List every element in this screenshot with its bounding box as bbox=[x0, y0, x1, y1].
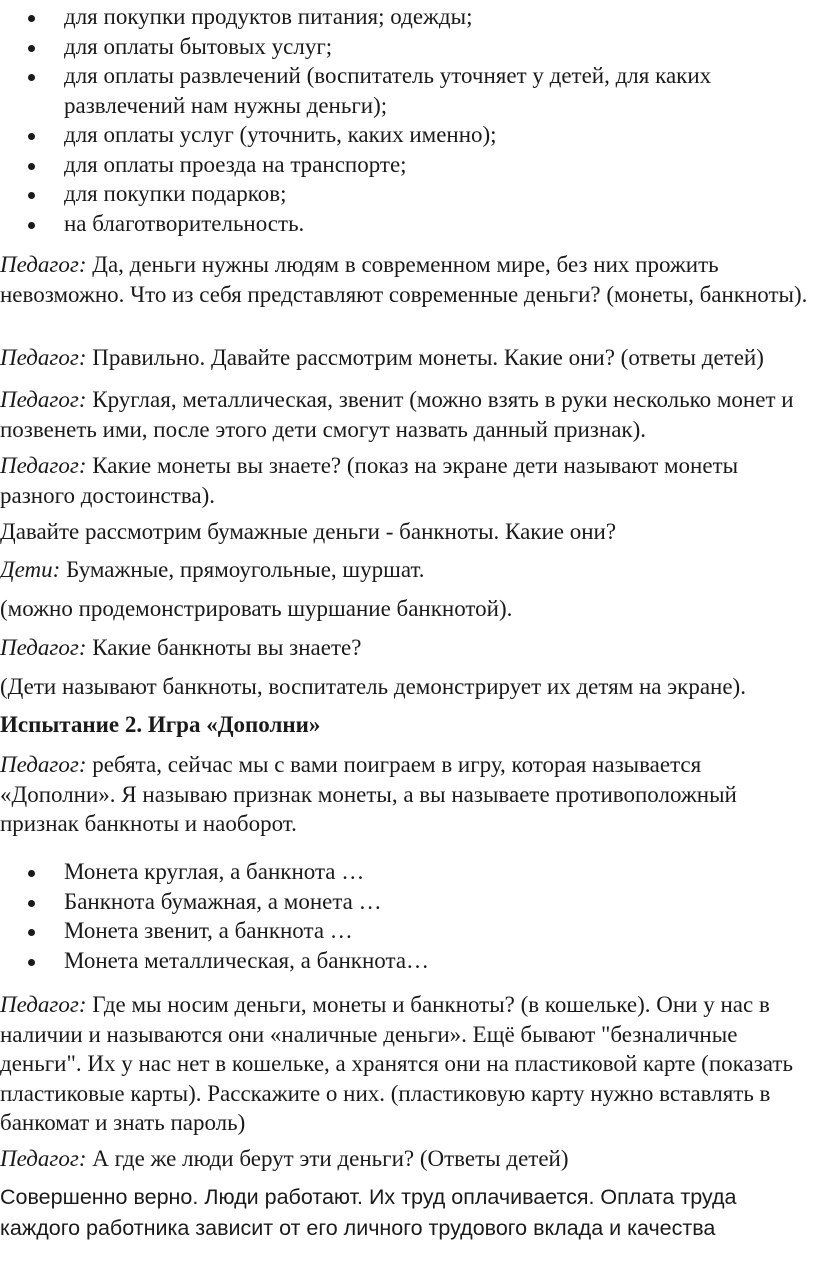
speaker-label: Педагог: bbox=[0, 635, 87, 660]
speaker-label: Педагог: bbox=[0, 387, 87, 412]
list-item: Монета круглая, а банкнота … bbox=[0, 857, 429, 887]
speaker-label: Педагог: bbox=[0, 1146, 87, 1171]
list-item: Монета звенит, а банкнота … bbox=[0, 916, 429, 946]
list-item: Банкнота бумажная, а монета … bbox=[0, 887, 429, 917]
bullet-icon bbox=[28, 870, 35, 877]
list-item: для оплаты услуг (уточнить, каких именно); bbox=[0, 120, 784, 150]
bullet-icon bbox=[28, 192, 35, 199]
paragraph: Дети: Бумажные, прямоугольные, шуршат. bbox=[0, 557, 425, 582]
speaker-label: Педагог: bbox=[0, 252, 87, 277]
list-item: Монета металлическая, а банкнота… bbox=[0, 946, 429, 976]
bullet-icon bbox=[28, 15, 35, 22]
list-item: для покупки подарков; bbox=[0, 179, 784, 209]
paragraph: Педагог: А где же люди берут эти деньги? (Ответы детей) bbox=[0, 1146, 569, 1171]
speaker-label: Педагог: bbox=[0, 453, 87, 478]
paragraph: Педагог: Правильно. Давайте рассмотрим монеты. Какие они? (ответы детей) bbox=[0, 345, 764, 370]
list-item: для оплаты проезда на транспорте; bbox=[0, 150, 784, 180]
speaker-label: Педагог: bbox=[0, 345, 87, 370]
paragraph: Педагог: ребята, сейчас мы с вами поиграем в игру, которая называется «Дополни». Я называю признак монеты, а вы называете противоположный признак банкноты и наоборот. bbox=[0, 752, 737, 836]
paragraph: Педагог: Да, деньги нужны людям в современном мире, без них прожить невозможно. Что из себя представляют современные деньги? (монеты, банкноты). bbox=[0, 252, 808, 307]
bullet-icon bbox=[28, 929, 35, 936]
list-item: на благотворительность. bbox=[0, 209, 784, 239]
bullet-icon bbox=[28, 45, 35, 52]
bullet-icon bbox=[28, 222, 35, 229]
bullet-icon bbox=[28, 959, 35, 966]
paragraph: Педагог: Какие монеты вы знаете? (показ на экране дети называют монеты разного достоинства). bbox=[0, 453, 739, 508]
paragraph: (Дети называют банкноты, воспитатель демонстрирует их детям на экране). bbox=[0, 674, 746, 699]
paragraph: Педагог: Круглая, металлическая, звенит (можно взять в руки несколько монет и позвенеть ими, после этого дети смогут назвать данный признак). bbox=[0, 387, 794, 442]
list-item: для оплаты бытовых услуг; bbox=[0, 32, 784, 62]
speaker-label: Педагог: bbox=[0, 992, 87, 1017]
bullet-icon bbox=[28, 900, 35, 907]
speaker-label: Педагог: bbox=[0, 752, 87, 777]
paragraph: Давайте рассмотрим бумажные деньги - банкноты. Какие они? bbox=[0, 519, 617, 544]
list-item: для покупки продуктов питания; одежды; bbox=[0, 2, 784, 32]
section-heading: Испытание 2. Игра «Дополни» bbox=[0, 712, 321, 737]
paragraph: Педагог: Какие банкноты вы знаете? bbox=[0, 635, 362, 660]
bullet-icon bbox=[28, 133, 35, 140]
bullet-icon bbox=[28, 74, 35, 81]
game-list bbox=[0, 857, 429, 975]
list-item: для оплаты развлечений (воспитатель уточняет у детей, для каких развлечений нам нужны деньги); bbox=[0, 61, 784, 120]
paragraph: Педагог: Где мы носим деньги, монеты и банкноты? (в кошельке). Они у нас в наличии и называются они «наличные деньги». Ещё бывают "безналичные деньги". Их у нас нет в кошельке, а хранятся они на пластиковой карте (показать пластиковые карты). Расскажите о них. (пластиковую карту нужно вставлять в банкомат и знать пароль) bbox=[0, 992, 793, 1135]
speaker-label: Дети: bbox=[0, 557, 61, 582]
bullet-icon bbox=[28, 163, 35, 170]
uses-of-money-list bbox=[0, 2, 784, 238]
paragraph: (можно продемонстрировать шуршание банкнотой). bbox=[0, 596, 513, 621]
closing-paragraph: Совершенно верно. Люди работают. Их труд оплачивается. Оплата труда каждого работника зависит от его личного трудового вклада и качества bbox=[0, 1185, 737, 1240]
